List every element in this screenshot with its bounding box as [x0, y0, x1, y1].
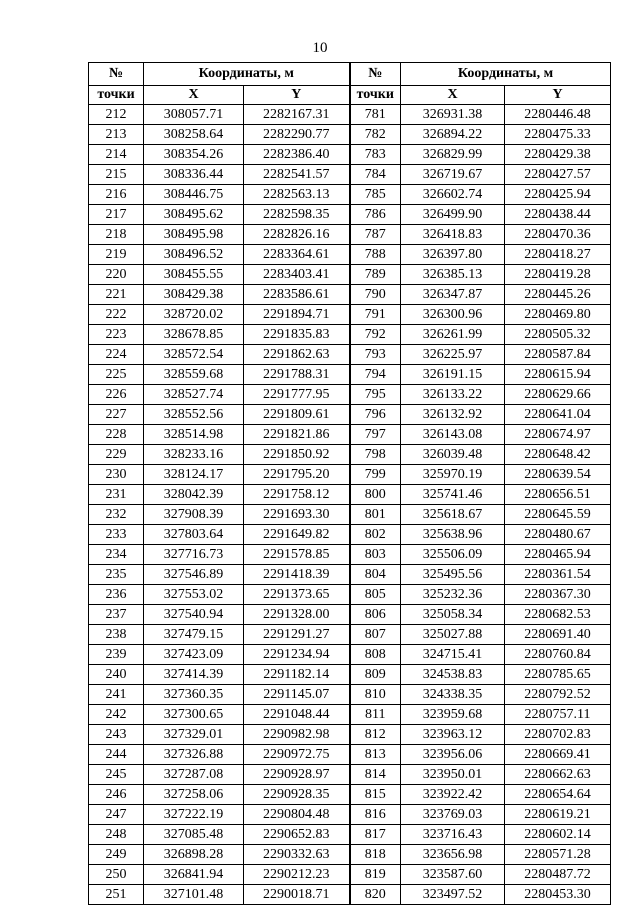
table-row — [89, 165, 611, 185]
y-value-right: 2280465.94 — [505, 545, 611, 565]
y-value-right: 2280619.21 — [505, 805, 611, 825]
x-value-right: 323922.42 — [401, 785, 505, 805]
y-header-right: Y — [505, 86, 611, 105]
y-value-right: 2280674.97 — [505, 425, 611, 445]
x-value-left: 308354.26 — [144, 145, 244, 165]
x-value-left: 327716.73 — [144, 545, 244, 565]
y-value-right: 2280682.53 — [505, 605, 611, 625]
point-number-left: 249 — [89, 845, 144, 865]
table-row — [89, 385, 611, 405]
x-value-right: 326261.99 — [401, 325, 505, 345]
x-value-right: 323950.01 — [401, 765, 505, 785]
y-value-left: 2290972.75 — [244, 745, 350, 765]
point-number-right: 816 — [350, 805, 401, 825]
point-number-right: 795 — [350, 385, 401, 405]
point-number-left: 248 — [89, 825, 144, 845]
table-row — [89, 565, 611, 585]
point-number-right: 798 — [350, 445, 401, 465]
table-row — [89, 485, 611, 505]
x-value-left: 327803.64 — [144, 525, 244, 545]
table-row — [89, 245, 611, 265]
y-value-right: 2280419.28 — [505, 265, 611, 285]
point-number-left: 220 — [89, 265, 144, 285]
table-row — [89, 605, 611, 625]
point-number-left: 221 — [89, 285, 144, 305]
point-number-right: 789 — [350, 265, 401, 285]
table-row — [89, 725, 611, 745]
x-value-right: 326300.96 — [401, 305, 505, 325]
point-number-right: 793 — [350, 345, 401, 365]
x-value-right: 326894.22 — [401, 125, 505, 145]
y-value-left: 2282167.31 — [244, 105, 350, 125]
x-value-left: 308258.64 — [144, 125, 244, 145]
x-value-left: 308057.71 — [144, 105, 244, 125]
point-number-right: 786 — [350, 205, 401, 225]
y-value-left: 2282386.40 — [244, 145, 350, 165]
y-value-right: 2280425.94 — [505, 185, 611, 205]
x-value-right: 326931.38 — [401, 105, 505, 125]
x-value-right: 326347.87 — [401, 285, 505, 305]
table-row — [89, 525, 611, 545]
point-number-left: 225 — [89, 365, 144, 385]
point-number-right: 809 — [350, 665, 401, 685]
x-value-right: 325495.56 — [401, 565, 505, 585]
x-value-left: 327423.09 — [144, 645, 244, 665]
table-row — [89, 845, 611, 865]
y-value-right: 2280438.44 — [505, 205, 611, 225]
y-value-right: 2280505.32 — [505, 325, 611, 345]
x-value-left: 327085.48 — [144, 825, 244, 845]
y-value-left: 2291291.27 — [244, 625, 350, 645]
x-value-right: 326143.08 — [401, 425, 505, 445]
point-number-left: 212 — [89, 105, 144, 125]
x-value-left: 328514.98 — [144, 425, 244, 445]
point-number-right: 817 — [350, 825, 401, 845]
y-value-right: 2280645.59 — [505, 505, 611, 525]
point-number-right: 801 — [350, 505, 401, 525]
table-row — [89, 645, 611, 665]
x-value-left: 308336.44 — [144, 165, 244, 185]
y-value-right: 2280602.14 — [505, 825, 611, 845]
y-value-left: 2282598.35 — [244, 205, 350, 225]
y-value-left: 2291850.92 — [244, 445, 350, 465]
point-number-right: 814 — [350, 765, 401, 785]
point-number-right: 813 — [350, 745, 401, 765]
point-number-left: 227 — [89, 405, 144, 425]
point-number-left: 243 — [89, 725, 144, 745]
point-number-left: 230 — [89, 465, 144, 485]
point-number-right: 811 — [350, 705, 401, 725]
point-number-right: 797 — [350, 425, 401, 445]
table-row — [89, 545, 611, 565]
point-number-left: 237 — [89, 605, 144, 625]
table-row — [89, 465, 611, 485]
point-number-left: 215 — [89, 165, 144, 185]
y-value-left: 2290928.97 — [244, 765, 350, 785]
y-value-left: 2291418.39 — [244, 565, 350, 585]
point-number-right: 802 — [350, 525, 401, 545]
table-row — [89, 325, 611, 345]
point-number-right: 820 — [350, 885, 401, 905]
x-value-left: 327908.39 — [144, 505, 244, 525]
table-row — [89, 185, 611, 205]
point-number-right: 794 — [350, 365, 401, 385]
y-value-right: 2280615.94 — [505, 365, 611, 385]
x-value-right: 326829.99 — [401, 145, 505, 165]
y-value-left: 2290212.23 — [244, 865, 350, 885]
x-value-right: 325970.19 — [401, 465, 505, 485]
point-number-left: 216 — [89, 185, 144, 205]
point-number-right: 784 — [350, 165, 401, 185]
y-value-right: 2280361.54 — [505, 565, 611, 585]
x-value-right: 324538.83 — [401, 665, 505, 685]
point-number-right: 807 — [350, 625, 401, 645]
x-value-left: 327258.06 — [144, 785, 244, 805]
y-value-right: 2280429.38 — [505, 145, 611, 165]
x-value-right: 324715.41 — [401, 645, 505, 665]
table-row — [89, 145, 611, 165]
x-value-right: 326133.22 — [401, 385, 505, 405]
y-value-left: 2291048.44 — [244, 705, 350, 725]
y-value-right: 2280785.65 — [505, 665, 611, 685]
point-number-left: 224 — [89, 345, 144, 365]
point-number-left: 250 — [89, 865, 144, 885]
point-number-left: 239 — [89, 645, 144, 665]
y-value-left: 2282563.13 — [244, 185, 350, 205]
point-number-right: 805 — [350, 585, 401, 605]
point-number-right: 783 — [350, 145, 401, 165]
y-value-left: 2291809.61 — [244, 405, 350, 425]
point-number-left: 247 — [89, 805, 144, 825]
x-value-right: 325058.34 — [401, 605, 505, 625]
x-value-left: 308496.52 — [144, 245, 244, 265]
y-value-left: 2291862.63 — [244, 345, 350, 365]
point-number-left: 238 — [89, 625, 144, 645]
table-row — [89, 285, 611, 305]
point-number-right: 810 — [350, 685, 401, 705]
table-row — [89, 365, 611, 385]
y-value-left: 2282826.16 — [244, 225, 350, 245]
table-row — [89, 745, 611, 765]
y-value-right: 2280445.26 — [505, 285, 611, 305]
table-row — [89, 265, 611, 285]
x-value-left: 308455.55 — [144, 265, 244, 285]
point-number-left: 233 — [89, 525, 144, 545]
y-value-right: 2280629.66 — [505, 385, 611, 405]
x-value-left: 326898.28 — [144, 845, 244, 865]
point-number-left: 218 — [89, 225, 144, 245]
y-value-left: 2290652.83 — [244, 825, 350, 845]
point-number-left: 217 — [89, 205, 144, 225]
table-row — [89, 685, 611, 705]
point-number-right: 808 — [350, 645, 401, 665]
y-value-left: 2291373.65 — [244, 585, 350, 605]
y-value-right: 2280702.83 — [505, 725, 611, 745]
x-value-right: 325638.96 — [401, 525, 505, 545]
table-row — [89, 785, 611, 805]
x-value-left: 327101.48 — [144, 885, 244, 905]
point-number-right: 819 — [350, 865, 401, 885]
x-value-right: 323963.12 — [401, 725, 505, 745]
y-value-right: 2280648.42 — [505, 445, 611, 465]
point-number-left: 223 — [89, 325, 144, 345]
y-value-right: 2280470.36 — [505, 225, 611, 245]
table-row — [89, 225, 611, 245]
x-value-right: 326397.80 — [401, 245, 505, 265]
point-number-right: 785 — [350, 185, 401, 205]
x-value-right: 323587.60 — [401, 865, 505, 885]
point-number-right: 791 — [350, 305, 401, 325]
y-value-right: 2280760.84 — [505, 645, 611, 665]
y-value-left: 2290332.63 — [244, 845, 350, 865]
x-value-left: 328233.16 — [144, 445, 244, 465]
x-value-right: 326499.90 — [401, 205, 505, 225]
x-value-left: 328720.02 — [144, 305, 244, 325]
table-row — [89, 305, 611, 325]
point-subheader-left: точки — [89, 86, 144, 105]
x-value-left: 327479.15 — [144, 625, 244, 645]
y-value-right: 2280480.67 — [505, 525, 611, 545]
table-row — [89, 705, 611, 725]
point-number-left: 241 — [89, 685, 144, 705]
point-number-left: 222 — [89, 305, 144, 325]
table-row — [89, 865, 611, 885]
x-header-right: X — [401, 86, 505, 105]
point-number-left: 219 — [89, 245, 144, 265]
x-value-right: 326132.92 — [401, 405, 505, 425]
y-value-left: 2290982.98 — [244, 725, 350, 745]
y-value-left: 2291894.71 — [244, 305, 350, 325]
x-value-right: 324338.35 — [401, 685, 505, 705]
y-value-left: 2290928.35 — [244, 785, 350, 805]
point-number-left: 228 — [89, 425, 144, 445]
y-value-right: 2280656.51 — [505, 485, 611, 505]
x-value-left: 327326.88 — [144, 745, 244, 765]
table-row — [89, 825, 611, 845]
x-value-right: 326385.13 — [401, 265, 505, 285]
point-number-right: 792 — [350, 325, 401, 345]
y-value-left: 2291758.12 — [244, 485, 350, 505]
y-value-left: 2291788.31 — [244, 365, 350, 385]
point-number-left: 214 — [89, 145, 144, 165]
point-number-left: 246 — [89, 785, 144, 805]
y-value-left: 2283364.61 — [244, 245, 350, 265]
table-row — [89, 805, 611, 825]
x-value-right: 325741.46 — [401, 485, 505, 505]
y-value-right: 2280469.80 — [505, 305, 611, 325]
x-value-right: 325232.36 — [401, 585, 505, 605]
x-value-left: 328527.74 — [144, 385, 244, 405]
point-number-left: 244 — [89, 745, 144, 765]
y-value-left: 2291328.00 — [244, 605, 350, 625]
y-value-left: 2283586.61 — [244, 285, 350, 305]
point-number-left: 213 — [89, 125, 144, 145]
x-value-left: 308446.75 — [144, 185, 244, 205]
x-value-left: 327553.02 — [144, 585, 244, 605]
table-row — [89, 505, 611, 525]
point-number-right: 781 — [350, 105, 401, 125]
y-value-right: 2280641.04 — [505, 405, 611, 425]
y-value-left: 2291649.82 — [244, 525, 350, 545]
x-value-right: 326039.48 — [401, 445, 505, 465]
x-value-right: 323959.68 — [401, 705, 505, 725]
x-value-left: 326841.94 — [144, 865, 244, 885]
y-value-left: 2291777.95 — [244, 385, 350, 405]
point-number-header-right: № — [350, 63, 401, 86]
point-number-right: 800 — [350, 485, 401, 505]
x-value-left: 328042.39 — [144, 485, 244, 505]
x-value-left: 328552.56 — [144, 405, 244, 425]
x-value-right: 326225.97 — [401, 345, 505, 365]
x-value-left: 327222.19 — [144, 805, 244, 825]
table-body — [89, 105, 611, 905]
coordinates-header-right: Координаты, м — [401, 63, 611, 86]
y-value-right: 2280418.27 — [505, 245, 611, 265]
x-value-left: 308429.38 — [144, 285, 244, 305]
x-value-left: 327329.01 — [144, 725, 244, 745]
y-value-right: 2280453.30 — [505, 885, 611, 905]
x-value-right: 326602.74 — [401, 185, 505, 205]
x-value-right: 326719.67 — [401, 165, 505, 185]
x-value-left: 327360.35 — [144, 685, 244, 705]
point-number-right: 812 — [350, 725, 401, 745]
table-row — [89, 625, 611, 645]
table-row — [89, 445, 611, 465]
x-value-left: 327546.89 — [144, 565, 244, 585]
y-value-left: 2291234.94 — [244, 645, 350, 665]
y-value-left: 2282541.57 — [244, 165, 350, 185]
y-value-right: 2280367.30 — [505, 585, 611, 605]
page-number: 10 — [312, 40, 328, 56]
x-value-right: 323716.43 — [401, 825, 505, 845]
y-value-right: 2280446.48 — [505, 105, 611, 125]
x-value-right: 323497.52 — [401, 885, 505, 905]
x-header-left: X — [144, 86, 244, 105]
table-row — [89, 105, 611, 125]
y-value-right: 2280669.41 — [505, 745, 611, 765]
x-value-left: 328678.85 — [144, 325, 244, 345]
table-row — [89, 585, 611, 605]
point-number-left: 234 — [89, 545, 144, 565]
point-number-right: 796 — [350, 405, 401, 425]
y-value-right: 2280587.84 — [505, 345, 611, 365]
point-number-left: 229 — [89, 445, 144, 465]
point-number-right: 782 — [350, 125, 401, 145]
point-number-left: 251 — [89, 885, 144, 905]
x-value-right: 326418.83 — [401, 225, 505, 245]
x-value-left: 327414.39 — [144, 665, 244, 685]
x-value-left: 308495.62 — [144, 205, 244, 225]
y-value-right: 2280757.11 — [505, 705, 611, 725]
y-value-right: 2280792.52 — [505, 685, 611, 705]
point-number-right: 788 — [350, 245, 401, 265]
point-number-left: 236 — [89, 585, 144, 605]
point-number-left: 235 — [89, 565, 144, 585]
y-value-right: 2280691.40 — [505, 625, 611, 645]
coordinates-table — [88, 62, 611, 905]
y-value-left: 2291821.86 — [244, 425, 350, 445]
point-number-right: 790 — [350, 285, 401, 305]
table-row — [89, 765, 611, 785]
point-subheader-right: точки — [350, 86, 401, 105]
y-value-left: 2283403.41 — [244, 265, 350, 285]
table-row — [89, 405, 611, 425]
y-value-right: 2280654.64 — [505, 785, 611, 805]
point-number-right: 818 — [350, 845, 401, 865]
x-value-left: 328559.68 — [144, 365, 244, 385]
point-number-header-left: № — [89, 63, 144, 86]
table-row — [89, 125, 611, 145]
point-number-left: 231 — [89, 485, 144, 505]
coordinates-header-left: Координаты, м — [144, 63, 350, 86]
x-value-left: 327540.94 — [144, 605, 244, 625]
y-value-right: 2280487.72 — [505, 865, 611, 885]
x-value-right: 323769.03 — [401, 805, 505, 825]
y-value-left: 2291693.30 — [244, 505, 350, 525]
y-value-left: 2291182.14 — [244, 665, 350, 685]
y-value-left: 2291578.85 — [244, 545, 350, 565]
point-number-right: 806 — [350, 605, 401, 625]
x-value-right: 323656.98 — [401, 845, 505, 865]
table-row — [89, 665, 611, 685]
point-number-right: 803 — [350, 545, 401, 565]
x-value-left: 328572.54 — [144, 345, 244, 365]
y-value-left: 2291795.20 — [244, 465, 350, 485]
x-value-left: 308495.98 — [144, 225, 244, 245]
y-value-left: 2290018.71 — [244, 885, 350, 905]
y-value-left: 2291145.07 — [244, 685, 350, 705]
point-number-right: 787 — [350, 225, 401, 245]
point-number-right: 815 — [350, 785, 401, 805]
x-value-left: 327300.65 — [144, 705, 244, 725]
point-number-right: 804 — [350, 565, 401, 585]
x-value-left: 328124.17 — [144, 465, 244, 485]
point-number-left: 242 — [89, 705, 144, 725]
point-number-left: 245 — [89, 765, 144, 785]
table-row — [89, 425, 611, 445]
y-value-left: 2282290.77 — [244, 125, 350, 145]
y-value-right: 2280475.33 — [505, 125, 611, 145]
x-value-right: 326191.15 — [401, 365, 505, 385]
table-row — [89, 885, 611, 905]
y-value-right: 2280639.54 — [505, 465, 611, 485]
y-value-right: 2280571.28 — [505, 845, 611, 865]
x-value-right: 325027.88 — [401, 625, 505, 645]
point-number-right: 799 — [350, 465, 401, 485]
y-header-left: Y — [244, 86, 350, 105]
point-number-left: 226 — [89, 385, 144, 405]
x-value-left: 327287.08 — [144, 765, 244, 785]
point-number-left: 240 — [89, 665, 144, 685]
y-value-left: 2290804.48 — [244, 805, 350, 825]
y-value-left: 2291835.83 — [244, 325, 350, 345]
y-value-right: 2280427.57 — [505, 165, 611, 185]
x-value-right: 325506.09 — [401, 545, 505, 565]
table-row — [89, 205, 611, 225]
x-value-right: 325618.67 — [401, 505, 505, 525]
point-number-left: 232 — [89, 505, 144, 525]
table-row — [89, 345, 611, 365]
x-value-right: 323956.06 — [401, 745, 505, 765]
y-value-right: 2280662.63 — [505, 765, 611, 785]
